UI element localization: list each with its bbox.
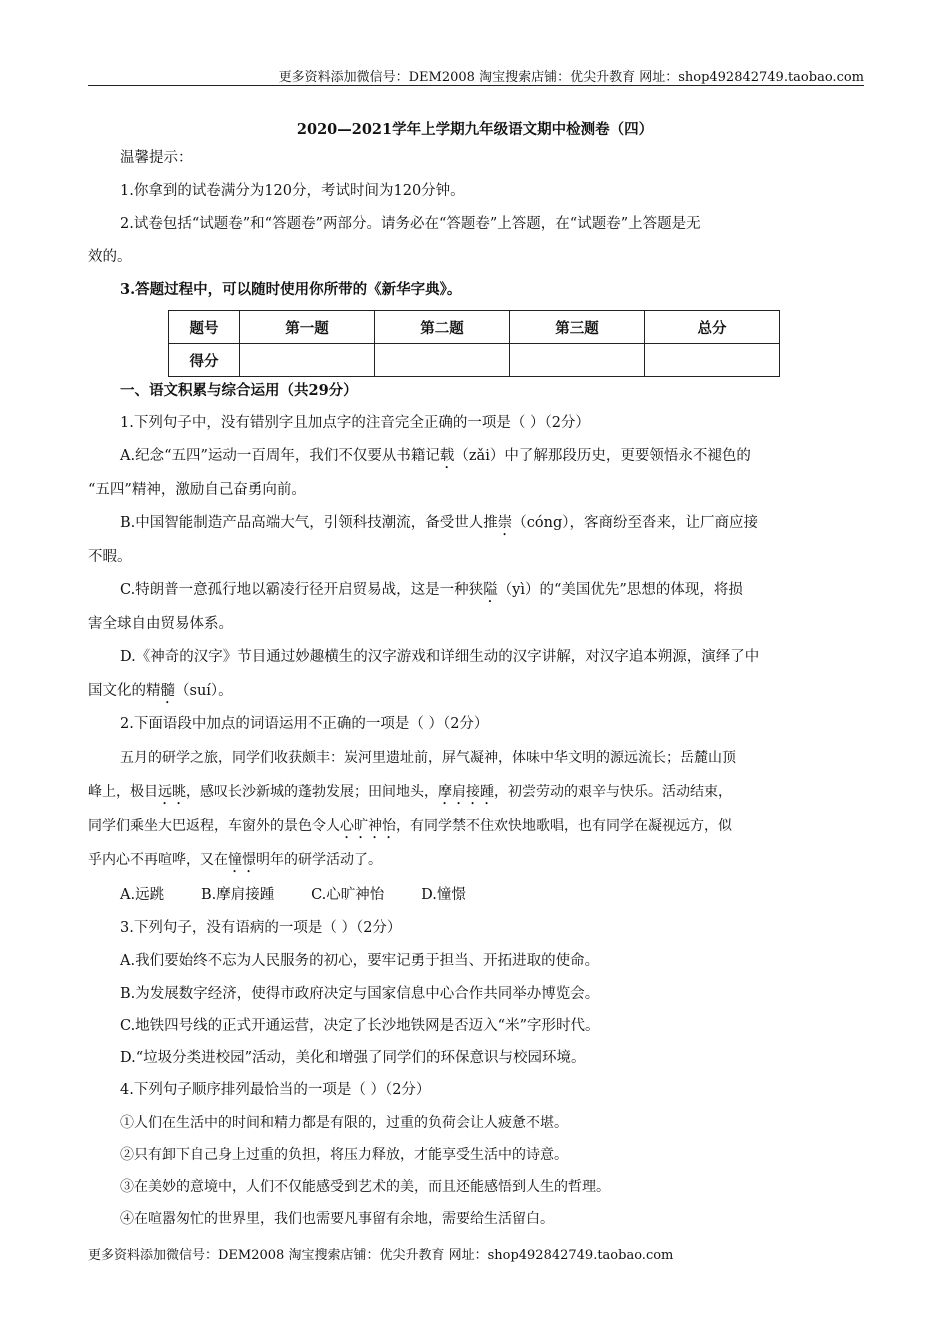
score-cell[interactable] — [375, 344, 510, 377]
q1-option-c-line2: 害全球自由贸易体系。 — [88, 616, 233, 632]
q1-stem: 1.下列句子中，没有错别字且加点字的注音完全正确的一项是（ ）（2分） — [120, 415, 590, 431]
header-cell: 总分 — [645, 311, 780, 344]
q3-option-b: B.为发展数字经济，使得市政府决定与国家信息中心合作共同举办博览会。 — [120, 986, 600, 1002]
q4-sentence-2: ②只有卸下自己身上过重的负担，将压力释放，才能享受生活中的诗意。 — [120, 1147, 568, 1163]
q3-option-c: C.地铁四号线的正式开通运营，决定了长沙地铁网是否迈入“米”字形时代。 — [120, 1018, 600, 1034]
score-table-score-row — [169, 344, 780, 377]
page-footer: 更多资料添加微信号：DEM2008 淘宝搜索店铺：优尖升教育 网址：shop492842749.taobao.com — [88, 1248, 674, 1263]
q1-option-d-line1: D.《神奇的汉字》节目通过妙趣横生的汉字游戏和详细生动的汉字讲解，对汉字追本朔源，演绎了中 — [120, 649, 760, 665]
tip-3: 3.答题过程中，可以随时使用你所带的《新华字典》。 — [120, 281, 462, 298]
score-cell[interactable] — [645, 344, 780, 377]
q2-passage-line4: 乎内心不再喧哗，又在憧憬明年的研学活动了。 — [88, 852, 382, 868]
q4-stem: 4.下列句子顺序排列最恰当的一项是（ ）（2分） — [120, 1082, 431, 1098]
emphasis-word: 心旷神怡 — [340, 818, 396, 834]
emphasis-char: 崇 — [497, 515, 513, 531]
q2-passage-line1: 五月的研学之旅，同学们收获颇丰：炭河里遗址前，屏气凝神，体味中华文明的源远流长；岳麓山顶 — [120, 750, 736, 766]
emphasis-char: 髓 — [160, 683, 175, 699]
page-title: 2020—2021学年上学期九年级语文期中检测卷（四） — [296, 121, 654, 138]
q2-passage-line2: 峰上，极目远眺，感叹长沙新城的蓬勃发展；田间地头，摩肩接踵，初尝劳动的艰辛与快乐。活动结束， — [88, 784, 732, 800]
row-label: 得分 — [169, 344, 240, 377]
q4-sentence-3: ③在美妙的意境中，人们不仅能感受到艺术的美，而且还能感悟到人生的哲理。 — [120, 1179, 610, 1195]
q2-stem: 2.下面语段中加点的词语运用不正确的一项是（ ）（2分） — [120, 716, 489, 732]
tips-label: 温馨提示： — [120, 150, 193, 166]
q1-option-a-line1: A.纪念“五四”运动一百周年，我们不仅要从书籍记载（zǎi）中了解那段历史，更要领悟永不褪色的 — [120, 448, 751, 464]
emphasis-word: 憧憬 — [228, 852, 256, 868]
q4-sentence-1: ①人们在生活中的时间和精力都是有限的，过重的负荷会让人疲惫不堪。 — [120, 1115, 568, 1131]
emphasis-word: 摩肩接踵 — [438, 784, 494, 800]
tip-1: 1.你拿到的试卷满分为120分，考试时间为120分钟。 — [120, 183, 465, 199]
score-table — [168, 310, 780, 377]
q2-options: A.远跳 B.摩肩接踵 C.心旷神怡 D.憧憬 — [120, 887, 466, 903]
q3-stem: 3.下列句子，没有语病的一项是（ ）（2分） — [120, 920, 402, 936]
header-cell: 第二题 — [375, 311, 510, 344]
q1-option-a-line2: “五四”精神，激励自己奋勇向前。 — [88, 482, 306, 498]
q4-sentence-4: ④在喧嚣匆忙的世界里，我们也需要凡事留有余地，需要给生活留白。 — [120, 1211, 554, 1227]
tip-2-line2: 效的。 — [88, 249, 132, 265]
score-table-header-row — [169, 311, 780, 344]
q2-passage-line3: 同学们乘坐大巴返程，车窗外的景色令人心旷神怡，有同学禁不住欢快地歌唱，也有同学在凝视远方，似 — [88, 818, 732, 834]
score-cell[interactable] — [240, 344, 375, 377]
score-cell[interactable] — [510, 344, 645, 377]
emphasis-char: 隘 — [483, 582, 498, 598]
q1-option-c-line1: C.特朗普一意孤行地以霸凌行径开启贸易战，这是一种狭隘（yì）的“美国优先”思想的体现，将损 — [120, 582, 743, 598]
q1-option-d-line2: 国文化的精髓（suí）。 — [88, 683, 233, 699]
q1-option-b-line2: 不暇。 — [88, 549, 132, 565]
q3-option-d: D.“垃圾分类进校园”活动，美化和增强了同学们的环保意识与校园环境。 — [120, 1050, 586, 1066]
section-1-heading: 一、语文积累与综合运用（共29分） — [120, 382, 358, 399]
emphasis-char: 载 — [439, 448, 455, 464]
q3-option-a: A.我们要始终不忘为人民服务的初心，要牢记勇于担当、开拓进取的使命。 — [120, 953, 600, 969]
header-cell: 题号 — [169, 311, 240, 344]
page-header: 更多资料添加微信号：DEM2008 淘宝搜索店铺：优尖升教育 网址：shop492842749.taobao.com — [88, 62, 864, 86]
emphasis-word: 远眺 — [158, 784, 186, 800]
header-cell: 第三题 — [510, 311, 645, 344]
q1-option-b-line1: B.中国智能制造产品高端大气，引领科技潮流，备受世人推崇（cóng），客商纷至沓来，让厂商应接 — [120, 515, 758, 531]
header-cell: 第一题 — [240, 311, 375, 344]
tip-2-line1: 2.试卷包括“试题卷”和“答题卷”两部分。请务必在“答题卷”上答题，在“试题卷”上答题是无 — [120, 216, 701, 232]
